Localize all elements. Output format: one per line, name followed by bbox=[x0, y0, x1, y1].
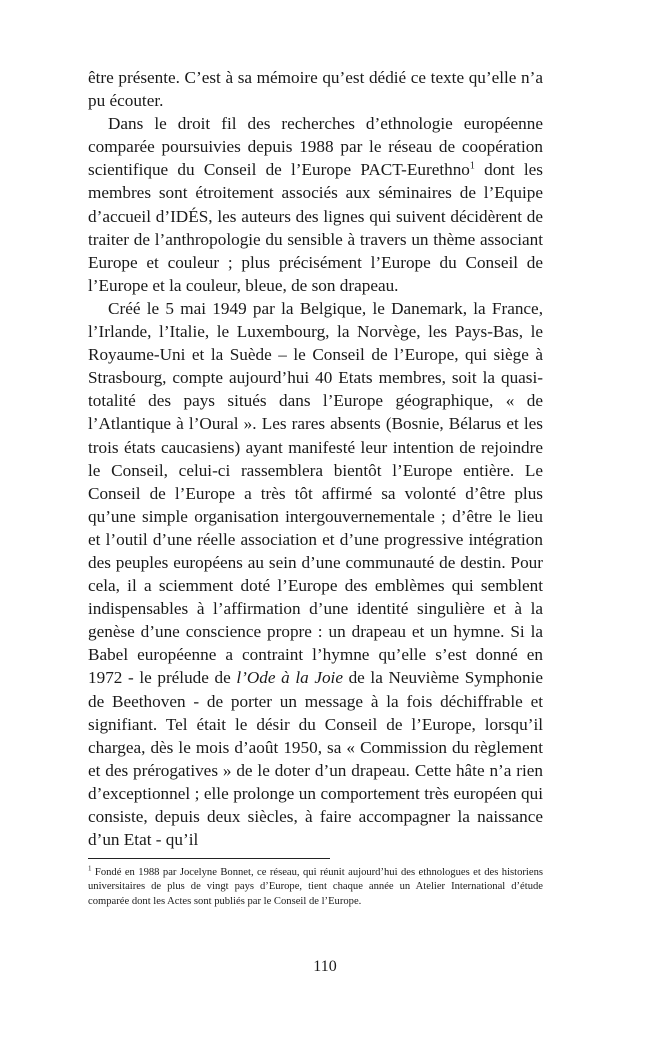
paragraph-2-text-b: dont les membres sont étroitement associés aux séminaires de l’Equipe d’accueil d’IDÉS, les auteurs des lignes qui suivent décidèrent de traiter de l’anthropologie du sensible à travers un thème associant Europe et couleur ; plus précisément l’Europe du Conseil de l’Europe et la couleur, bleue, de son drapeau. bbox=[88, 160, 543, 295]
paragraph-2-text-a: Dans le droit fil des recherches d’ethnologie européenne comparée poursuivies depuis 1988 par le réseau de coopération scientifique du Conseil de l’Europe PACT-Eurethno bbox=[88, 114, 543, 180]
paragraph-3-text-b: de la Neuvième Symphonie de Beethoven - de porter un message à la fois déchiffrable et signifiant. Tel était le désir du Conseil de l’Europe, lorsqu’il chargea, dès le mois d’août 1950, sa « Commission du règlement et des prérogatives » de le doter d’un drapeau. Cette hâte n’a rien d’exceptionnel ; elle prolonge un comportement très européen qui consiste, depuis deux siècles, à faire accompagner la naissance d’un Etat - qu’il bbox=[88, 668, 544, 850]
footnote-marker: 1 bbox=[88, 864, 92, 873]
page-number: 110 bbox=[313, 958, 337, 975]
paragraph-3 bbox=[88, 297, 543, 851]
footnote-reference: 1 bbox=[469, 160, 475, 172]
paragraph-1: être présente. C’est à sa mémoire qu’est dédié ce texte qu’elle n’a pu écouter. bbox=[88, 68, 543, 111]
paragraph-2 bbox=[88, 112, 543, 297]
footnote bbox=[88, 866, 543, 909]
paragraph-3-text-a: Créé le 5 mai 1949 par la Belgique, le Danemark, la France, l’Irlande, l’Italie, le Luxembourg, la Norvège, les Pays-Bas, le Royaume-Uni et la Suède – le Conseil de l’Europe, qui siège à Strasbourg, compte aujourd’hui 40 Etats membres, soit la quasi-totalité des pays situés dans l’Europe géographique, « de l’Atlantique à l’Oural ». Les rares absents (Bosnie, Bélarus et les trois états caucasiens) ayant manifesté leur intention de rejoindre le Conseil, celui-ci rassemblera bientôt l’Europe entière. Le Conseil de l’Europe a très tôt affirmé sa volonté d’être plus qu’une simple organisation intergouvernementale ; d’être le lieu et l’outil d’une réelle association et d’une progressive intégration des peuples européens au sein d’une communauté de destin. Pour cela, il a sciemment doté l’Europe des emblèmes qui semblent indispensables à l’affirmation d’une identité singulière et à la genèse d’une conscience propre : un drapeau et un hymne. Si la Babel européenne a contraint l’hymne qu’elle s’est donné en 1972 - le prélude de bbox=[88, 298, 543, 688]
footnote-text: Fondé en 1988 par Jocelyne Bonnet, ce réseau, qui réunit aujourd’hui des ethnologues et des historiens universitaires de plus de vingt pays d’Europe, tient chaque année un Atelier International d’étude comparée dont les Actes sont publiés par le Conseil de l’Europe. bbox=[88, 867, 543, 907]
work-title: l’Ode à la Joie bbox=[236, 668, 343, 688]
body-text bbox=[88, 66, 543, 851]
footnote-rule bbox=[88, 858, 330, 859]
